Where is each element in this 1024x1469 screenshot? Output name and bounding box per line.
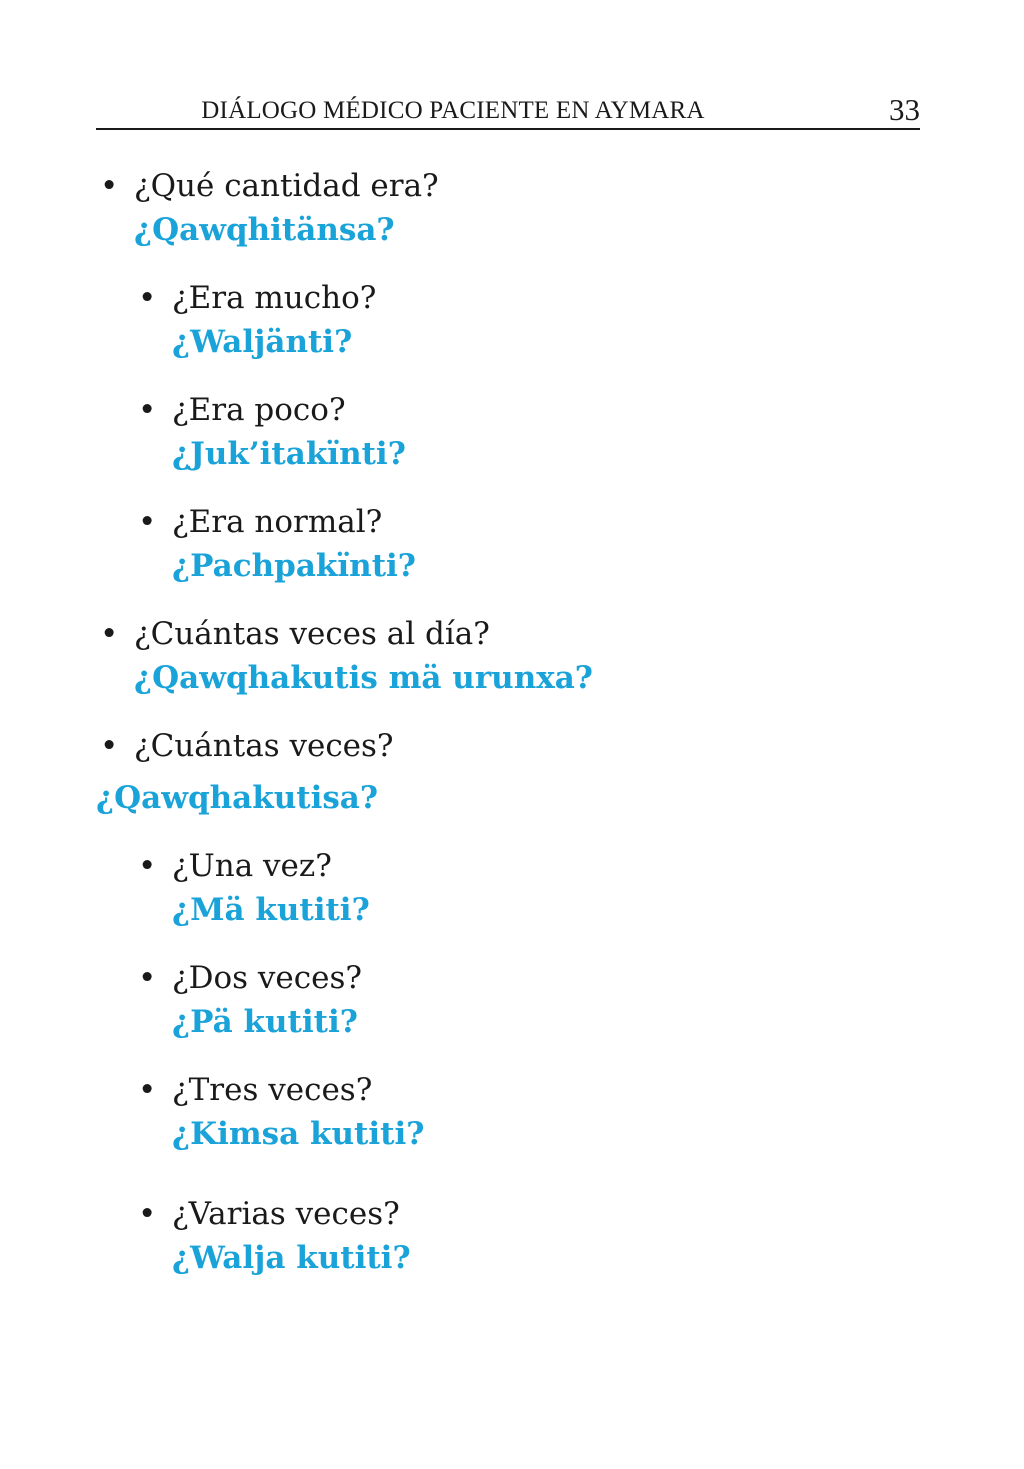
list-item: [96, 724, 394, 820]
aymara-translation: ¿Waljänti?: [172, 324, 353, 360]
list-item: [138, 956, 362, 1044]
list-item: [138, 388, 406, 476]
list-item: [138, 276, 377, 364]
spanish-phrase: ¿Era mucho?: [172, 280, 377, 316]
header-title: DIÁLOGO MÉDICO PACIENTE EN AYMARA: [201, 97, 705, 124]
aymara-translation: ¿Qawqhitänsa?: [134, 212, 395, 248]
bullet-icon: •: [138, 848, 157, 884]
bullet-icon: •: [100, 168, 119, 204]
list-item: [100, 164, 439, 252]
list-item: [138, 1068, 425, 1156]
spanish-phrase: ¿Dos veces?: [172, 960, 362, 996]
list-item: [138, 500, 416, 588]
spanish-phrase: ¿Una vez?: [172, 848, 332, 884]
spanish-phrase: ¿Tres veces?: [172, 1072, 373, 1108]
spanish-phrase: ¿Era normal?: [172, 504, 383, 540]
bullet-icon: •: [138, 392, 157, 428]
spanish-phrase: ¿Varias veces?: [172, 1196, 400, 1232]
aymara-translation: ¿Walja kutiti?: [172, 1240, 411, 1276]
page-number: 33: [889, 92, 920, 127]
bullet-icon: •: [138, 280, 157, 316]
aymara-translation: ¿Pachpakïnti?: [172, 548, 416, 584]
aymara-translation: ¿Qawqhakutisa?: [96, 780, 379, 816]
list-item: [100, 612, 593, 700]
list-item: [138, 844, 370, 932]
aymara-translation: ¿Juk’itakïnti?: [172, 436, 406, 472]
spanish-phrase: ¿Cuántas veces al día?: [134, 616, 490, 652]
spanish-phrase: ¿Qué cantidad era?: [134, 168, 439, 204]
spanish-phrase: ¿Era poco?: [172, 392, 346, 428]
bullet-icon: •: [138, 504, 157, 540]
bullet-icon: •: [138, 1196, 157, 1232]
bullet-icon: •: [100, 616, 119, 652]
list-item: [138, 1192, 411, 1280]
bullet-icon: •: [100, 728, 119, 764]
spanish-phrase: ¿Cuántas veces?: [134, 728, 394, 764]
bullet-icon: •: [138, 1072, 157, 1108]
aymara-translation: ¿Mä kutiti?: [172, 892, 370, 928]
bullet-icon: •: [138, 960, 157, 996]
aymara-translation: ¿Qawqhakutis mä urunxa?: [134, 660, 593, 696]
running-header: [96, 92, 920, 130]
aymara-translation: ¿Kimsa kutiti?: [172, 1116, 425, 1152]
aymara-translation: ¿Pä kutiti?: [172, 1004, 358, 1040]
